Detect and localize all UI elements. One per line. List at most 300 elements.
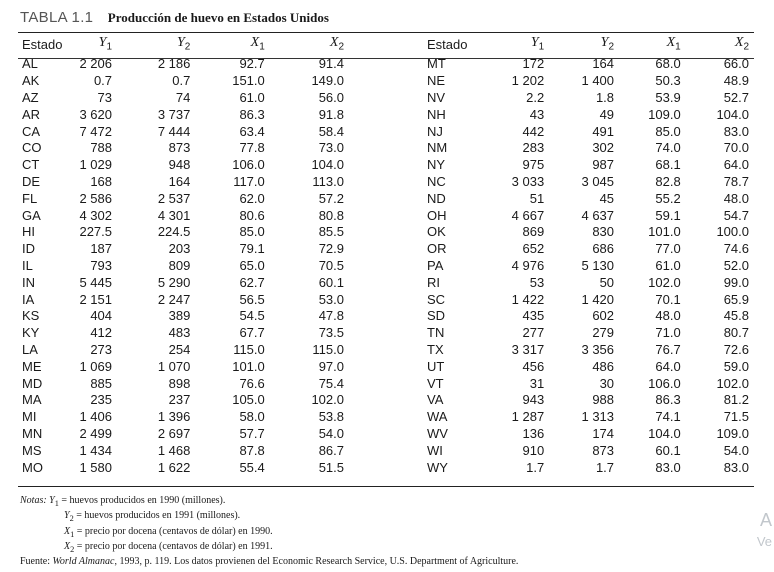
cell-y2: 237: [168, 392, 191, 408]
cell-y2: 1 420: [581, 291, 615, 307]
col-header-y1: $Y_1$: [98, 35, 113, 53]
cell-state: GA: [22, 207, 41, 223]
cell-x2: 102.0: [716, 375, 749, 391]
cell-state: CA: [22, 123, 41, 139]
cell-x1: 62.0: [239, 190, 265, 206]
cell-y2: 491: [592, 123, 615, 139]
table-row: [22, 224, 356, 241]
cell-y1: 869: [522, 224, 545, 240]
cell-y1: 1 434: [79, 442, 113, 458]
table-row: [427, 443, 757, 460]
table-row: [22, 208, 356, 225]
cell-y2: 948: [168, 157, 191, 173]
cell-x1: 109.0: [648, 106, 681, 122]
cell-state: MS: [22, 442, 42, 458]
cell-x2: 65.9: [723, 291, 749, 307]
cell-state: LA: [22, 341, 38, 357]
cell-y2: 1 468: [157, 442, 191, 458]
table-row: [427, 275, 757, 292]
table-row: [22, 409, 356, 426]
table-row: [427, 56, 757, 73]
cell-y2: 2 247: [157, 291, 191, 307]
cell-state: WA: [427, 409, 448, 425]
cell-state: AR: [22, 106, 41, 122]
cell-x2: 91.4: [318, 56, 344, 72]
cell-y1: 51: [529, 190, 545, 206]
cell-x2: 54.0: [723, 442, 749, 458]
bottom-rule: [18, 486, 754, 487]
data-table-right: [427, 34, 757, 476]
cell-state: RI: [427, 274, 440, 290]
cell-x1: 86.3: [655, 392, 681, 408]
cell-y1: 2 206: [79, 56, 113, 72]
cell-state: NE: [427, 73, 446, 89]
table-row: [427, 292, 757, 309]
cell-y2: 49: [599, 106, 615, 122]
cell-x2: 86.7: [318, 442, 344, 458]
cell-y2: 988: [592, 392, 615, 408]
cell-y2: 1 396: [157, 409, 191, 425]
cell-y1: 412: [90, 325, 113, 341]
cell-x2: 71.5: [723, 409, 749, 425]
cell-x1: 62.7: [239, 274, 265, 290]
cell-y1: 788: [90, 140, 113, 156]
cell-x1: 87.8: [239, 442, 265, 458]
cell-x2: 83.0: [723, 459, 749, 475]
cell-y2: 5 290: [157, 274, 191, 290]
cell-state: ME: [22, 358, 42, 374]
cell-y2: 5 130: [581, 257, 615, 273]
cell-x2: 104.0: [311, 157, 344, 173]
cell-y2: 3 045: [581, 173, 615, 189]
cell-y1: 3 620: [79, 106, 113, 122]
cell-y2: 4 301: [157, 207, 191, 223]
cell-y1: 3 317: [511, 341, 545, 357]
table-row: [427, 359, 757, 376]
cell-state: OK: [427, 224, 446, 240]
cell-x1: 59.1: [655, 207, 681, 223]
cell-y1: 456: [522, 358, 545, 374]
cell-y1: 3 033: [511, 173, 545, 189]
cell-state: NY: [427, 157, 446, 173]
cell-x2: 80.8: [318, 207, 344, 223]
cell-y2: 486: [592, 358, 615, 374]
cell-y1: 2 151: [79, 291, 113, 307]
cell-y2: 4 637: [581, 207, 615, 223]
cell-x2: 53.0: [318, 291, 344, 307]
cell-y1: 5 445: [79, 274, 113, 290]
cutoff-text-b: Ve: [756, 534, 772, 549]
cell-y1: 73: [97, 89, 113, 105]
cell-state: VT: [427, 375, 444, 391]
cell-state: WY: [427, 459, 448, 475]
cell-x2: 70.0: [723, 140, 749, 156]
table-row: [427, 426, 757, 443]
table-caption: Producción de huevo en Estados Unidos: [107, 10, 329, 25]
cell-x1: 102.0: [648, 274, 681, 290]
cell-x2: 48.0: [723, 190, 749, 206]
cell-x2: 99.0: [723, 274, 749, 290]
table-notes: [20, 495, 518, 568]
cell-state: AL: [22, 56, 38, 72]
cell-x1: 55.2: [655, 190, 681, 206]
table-row: [427, 224, 757, 241]
col-header-y1: $Y_1$: [530, 35, 545, 53]
cell-y2: 830: [592, 224, 615, 240]
cell-y2: 1 070: [157, 358, 191, 374]
table-row: [22, 107, 356, 124]
cell-x1: 151.0: [232, 73, 265, 89]
cell-x1: 65.0: [239, 257, 265, 273]
cell-state: CT: [22, 157, 40, 173]
cell-state: MO: [22, 459, 43, 475]
cell-state: HI: [22, 224, 35, 240]
table-row: [22, 376, 356, 393]
cell-state: TX: [427, 341, 444, 357]
cell-x1: 117.0: [233, 173, 265, 189]
table-row: [427, 325, 757, 342]
cell-x2: 54.0: [318, 425, 344, 441]
cell-x1: 80.6: [239, 207, 265, 223]
cell-y2: 873: [592, 442, 615, 458]
cell-x2: 57.2: [318, 190, 344, 206]
cell-y2: 174: [592, 425, 615, 441]
header-row: [427, 34, 757, 56]
cell-x1: 53.9: [655, 89, 681, 105]
cell-y1: 652: [522, 241, 545, 257]
cell-state: SC: [427, 291, 446, 307]
cell-x2: 78.7: [723, 173, 749, 189]
cell-y2: 3 737: [157, 106, 191, 122]
cell-x1: 77.8: [239, 140, 265, 156]
table-row: [22, 292, 356, 309]
cell-y1: 277: [522, 325, 545, 341]
cell-x2: 53.8: [318, 409, 344, 425]
cell-y1: 1.7: [526, 459, 545, 475]
cell-x2: 102.0: [311, 392, 344, 408]
cell-x2: 56.0: [318, 89, 344, 105]
cell-y2: 389: [168, 308, 191, 324]
cell-state: MT: [427, 56, 446, 72]
note-line: $X_2$ = precio por docena (centavos de dólar) en 1991.: [64, 540, 273, 554]
cell-x1: 57.7: [239, 425, 265, 441]
cell-x2: 73.0: [318, 140, 344, 156]
table-row: [427, 241, 757, 258]
table-row: [427, 124, 757, 141]
header-row: [22, 34, 356, 56]
cell-y2: 809: [168, 257, 191, 273]
table-row: [22, 157, 356, 174]
cell-x2: 100.0: [716, 224, 749, 240]
cell-y2: 50: [599, 274, 615, 290]
cell-x1: 68.1: [655, 157, 681, 173]
cell-state: FL: [22, 190, 38, 206]
cell-x2: 113.0: [312, 173, 344, 189]
cell-x1: 104.0: [648, 425, 681, 441]
table-row: [22, 275, 356, 292]
cell-x2: 48.9: [723, 73, 749, 89]
cell-y1: 273: [90, 341, 113, 357]
cell-y1: 235: [90, 392, 113, 408]
note-line: $X_1$ = precio por docena (centavos de dólar) en 1990.: [64, 525, 273, 539]
cell-y2: 1.8: [595, 89, 615, 105]
table-row: [427, 409, 757, 426]
cell-y1: 43: [529, 106, 545, 122]
cell-y2: 898: [168, 375, 191, 391]
cell-state: AZ: [22, 89, 39, 105]
cell-y1: 2.2: [526, 89, 545, 105]
cell-state: MA: [22, 392, 42, 408]
table-title: [20, 9, 329, 27]
table-row: [427, 174, 757, 191]
table-row: [22, 392, 356, 409]
cell-y1: 1 287: [511, 409, 545, 425]
cell-x2: 149.0: [311, 73, 344, 89]
col-header-x1: $X_1$: [250, 35, 265, 53]
cell-x1: 54.5: [239, 308, 265, 324]
cell-x1: 76.7: [655, 341, 681, 357]
cell-x1: 56.5: [239, 291, 265, 307]
table-row: [22, 73, 356, 90]
cell-state: DE: [22, 173, 41, 189]
table-row: [22, 325, 356, 342]
cell-y2: 1 400: [581, 73, 615, 89]
cell-x2: 80.7: [723, 325, 749, 341]
note-line: $Y_2$ = huevos producidos en 1991 (millones).: [64, 510, 241, 524]
table-row: [22, 426, 356, 443]
table-row: [22, 241, 356, 258]
cell-y2: 302: [592, 140, 615, 156]
cell-x1: 67.7: [239, 325, 265, 341]
cell-y1: 4 667: [511, 207, 545, 223]
col-header-x2: $X_2$: [329, 35, 344, 53]
cell-y2: 1.7: [595, 459, 615, 475]
cell-state: SD: [427, 308, 446, 324]
cell-x1: 86.3: [239, 106, 265, 122]
cell-x1: 61.0: [655, 257, 681, 273]
cell-y2: 224.5: [157, 224, 191, 240]
cell-state: NJ: [427, 123, 443, 139]
cell-y1: 404: [90, 308, 113, 324]
cell-x1: 50.3: [655, 73, 681, 89]
cell-x2: 97.0: [318, 358, 344, 374]
cell-x2: 66.0: [723, 56, 749, 72]
table-row: [22, 359, 356, 376]
table-row: [427, 308, 757, 325]
cell-y1: 172: [522, 56, 545, 72]
cell-y2: 2 697: [157, 425, 191, 441]
cell-y2: 7 444: [157, 123, 191, 139]
cell-y1: 4 302: [79, 207, 113, 223]
cell-x1: 48.0: [655, 308, 681, 324]
cell-x2: 70.5: [318, 257, 344, 273]
cell-y1: 53: [529, 274, 545, 290]
cell-state: OH: [427, 207, 447, 223]
cell-x2: 51.5: [318, 459, 344, 475]
cell-y1: 1 580: [79, 459, 113, 475]
cell-y1: 793: [90, 257, 113, 273]
table-row: [22, 342, 356, 359]
cell-y2: 873: [168, 140, 191, 156]
table-row: [427, 140, 757, 157]
table-row: [22, 90, 356, 107]
col-header-state: Estado: [22, 36, 63, 52]
table-row: [427, 392, 757, 409]
cell-x1: 63.4: [239, 123, 265, 139]
cell-y1: 442: [522, 123, 545, 139]
cell-y2: 686: [592, 241, 615, 257]
cell-state: MD: [22, 375, 43, 391]
cell-state: WI: [427, 442, 443, 458]
cell-y1: 943: [522, 392, 545, 408]
cell-x2: 73.5: [318, 325, 344, 341]
cell-x2: 91.8: [318, 106, 344, 122]
cell-y2: 45: [599, 190, 615, 206]
cell-state: ND: [427, 190, 446, 206]
cell-x1: 115.0: [233, 341, 265, 357]
cell-state: VA: [427, 392, 444, 408]
cell-x2: 64.0: [723, 157, 749, 173]
table-row: [427, 90, 757, 107]
cell-y2: 2 186: [157, 56, 191, 72]
table-row: [22, 258, 356, 275]
cell-y1: 136: [522, 425, 545, 441]
cell-y1: 1 029: [79, 157, 113, 173]
source-line: Fuente: World Almanac, 1993, p. 119. Los datos provienen del Economic Research Service, U.S. Department of Agriculture.: [20, 556, 519, 568]
cell-y1: 1 422: [511, 291, 545, 307]
cell-x1: 74.0: [655, 140, 681, 156]
cell-x2: 47.8: [318, 308, 344, 324]
table-row: [427, 107, 757, 124]
cell-y1: 7 472: [79, 123, 113, 139]
cell-y1: 168: [90, 173, 113, 189]
cell-x2: 59.0: [723, 358, 749, 374]
cell-y2: 3 356: [581, 341, 615, 357]
cell-y1: 2 586: [79, 190, 113, 206]
cell-state: MI: [22, 409, 37, 425]
cell-x2: 45.8: [723, 308, 749, 324]
table-row: [22, 124, 356, 141]
table-row: [427, 157, 757, 174]
cell-x2: 58.4: [318, 123, 344, 139]
cell-x2: 52.0: [723, 257, 749, 273]
table-row: [427, 208, 757, 225]
cell-y1: 1 069: [79, 358, 113, 374]
cell-state: AK: [22, 73, 40, 89]
cell-y2: 203: [168, 241, 191, 257]
table-row: [22, 460, 356, 477]
cell-x2: 72.6: [723, 341, 749, 357]
table-row: [427, 460, 757, 477]
cell-y1: 975: [522, 157, 545, 173]
cell-y2: 1 313: [581, 409, 615, 425]
cell-x1: 60.1: [655, 442, 681, 458]
cell-state: IA: [22, 291, 35, 307]
cell-y2: 2 537: [157, 190, 191, 206]
cell-x2: 109.0: [716, 425, 749, 441]
cell-state: PA: [427, 257, 444, 273]
cell-state: NC: [427, 173, 446, 189]
cell-state: TN: [427, 325, 445, 341]
cell-y1: 227.5: [79, 224, 113, 240]
cell-x1: 64.0: [655, 358, 681, 374]
table-row: [427, 191, 757, 208]
cell-x1: 68.0: [655, 56, 681, 72]
cell-state: CO: [22, 140, 42, 156]
cell-state: KY: [22, 325, 40, 341]
cell-x1: 105.0: [232, 392, 265, 408]
cell-state: UT: [427, 358, 445, 374]
cell-x1: 55.4: [239, 459, 265, 475]
cell-x2: 74.6: [723, 241, 749, 257]
cell-y1: 0.7: [93, 73, 113, 89]
cell-x1: 83.0: [655, 459, 681, 475]
cell-y1: 885: [90, 375, 113, 391]
cell-state: NV: [427, 89, 446, 105]
cell-x1: 106.0: [232, 157, 265, 173]
col-header-y2: $Y_2$: [177, 35, 191, 53]
cell-y1: 283: [522, 140, 545, 156]
cell-x1: 79.1: [239, 241, 265, 257]
cell-x1: 92.7: [239, 56, 265, 72]
cell-y2: 30: [599, 375, 615, 391]
cell-state: NM: [427, 140, 448, 156]
table-row: [22, 140, 356, 157]
cell-x2: 81.2: [723, 392, 749, 408]
cell-x1: 85.0: [655, 123, 681, 139]
cell-x2: 72.9: [318, 241, 344, 257]
cell-state: IL: [22, 257, 33, 273]
cell-y1: 187: [90, 241, 113, 257]
cell-y2: 987: [592, 157, 615, 173]
cell-x2: 115.0: [312, 341, 344, 357]
cell-state: IN: [22, 274, 35, 290]
cell-y2: 164: [168, 173, 191, 189]
table-row: [22, 308, 356, 325]
note-line: Notas: $Y_1$ = huevos producidos en 1990 (millones).: [20, 495, 226, 508]
table-row: [427, 376, 757, 393]
cell-state: NH: [427, 106, 446, 122]
cell-state: MN: [22, 425, 43, 441]
cell-y2: 254: [168, 341, 191, 357]
cell-x2: 54.7: [723, 207, 749, 223]
cell-state: ID: [22, 241, 35, 257]
cell-x2: 85.5: [318, 224, 344, 240]
cell-x2: 60.1: [318, 274, 344, 290]
cell-x1: 82.8: [655, 173, 681, 189]
cell-state: KS: [22, 308, 40, 324]
cell-y1: 1 406: [79, 409, 113, 425]
cell-x1: 106.0: [648, 375, 681, 391]
cell-y2: 279: [592, 325, 615, 341]
col-header-x1: $X_1$: [666, 35, 681, 53]
col-header-state: Estado: [427, 36, 468, 52]
cell-y1: 31: [529, 375, 545, 391]
table-row: [22, 191, 356, 208]
table-row: [427, 258, 757, 275]
notes-label: Notas:: [20, 495, 47, 506]
cell-x1: 76.6: [239, 375, 265, 391]
table-row: [22, 174, 356, 191]
cell-x2: 104.0: [716, 106, 749, 122]
cell-x1: 101.0: [232, 358, 265, 374]
cell-x2: 83.0: [723, 123, 749, 139]
cell-y2: 1 622: [157, 459, 191, 475]
cell-y2: 74: [175, 89, 191, 105]
cell-x2: 52.7: [723, 89, 749, 105]
cutoff-text-a: A: [759, 510, 772, 530]
cell-state: OR: [427, 241, 447, 257]
